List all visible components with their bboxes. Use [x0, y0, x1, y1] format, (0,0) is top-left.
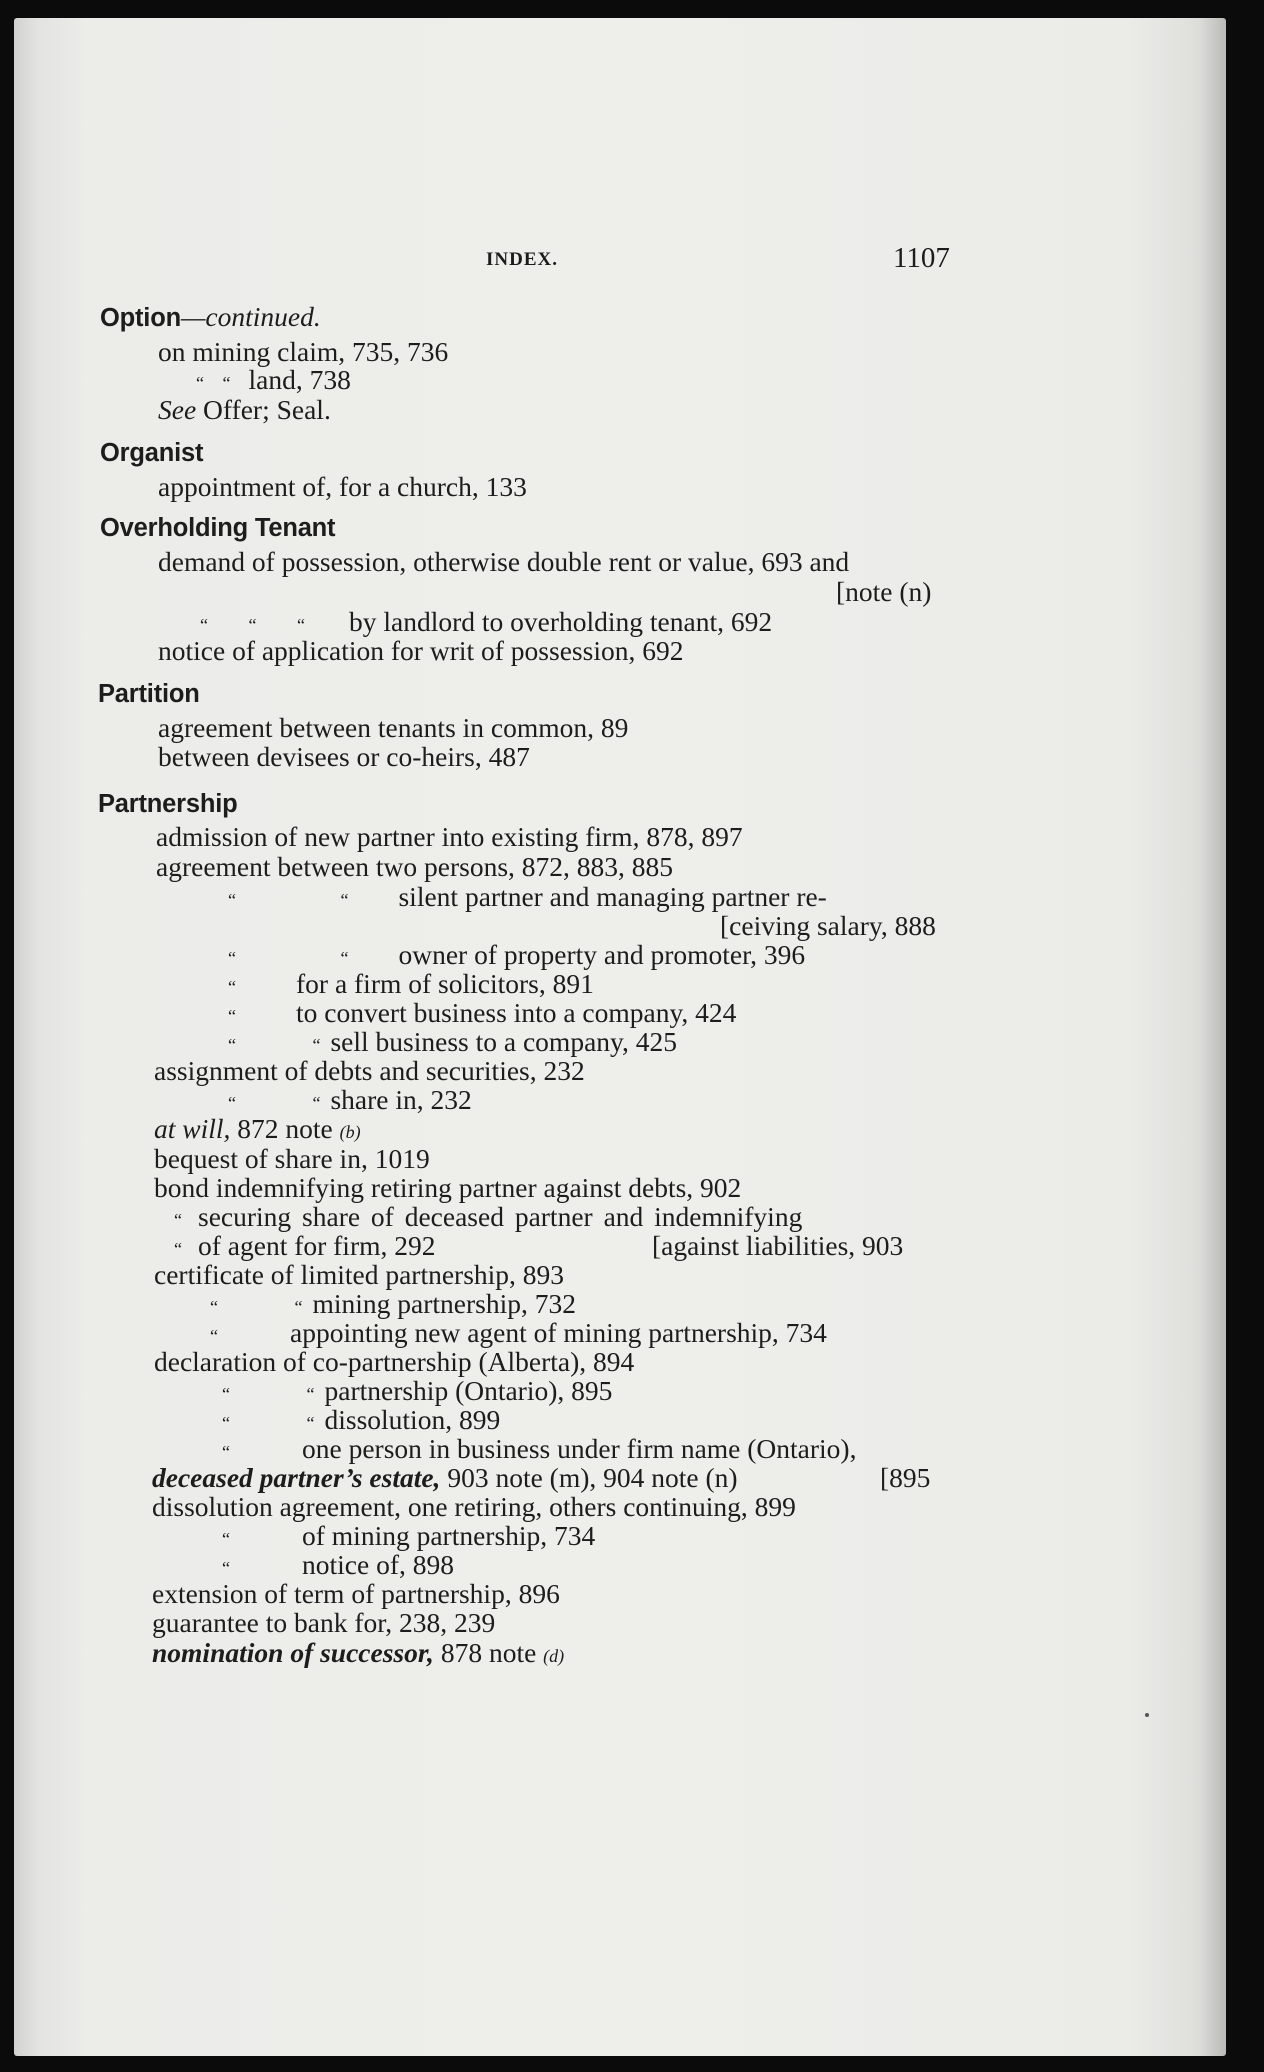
index-subentry: deceased partner’s estate, 903 note (m), 904 note (n)	[152, 1462, 738, 1493]
scan-speck	[1145, 1713, 1149, 1717]
index-subentry-continuation: [note (n)	[836, 576, 932, 607]
index-subentry: notice of application for writ of possession, 692	[158, 635, 684, 666]
index-subentry: “ “ share in, 232	[228, 1084, 472, 1115]
index-subentry: appointment of, for a church, 133	[158, 471, 527, 502]
index-subentry: certificate of limited partnership, 893	[154, 1259, 565, 1290]
index-subentry: “ securing share of deceased partner and indemnifying	[174, 1201, 803, 1232]
page-edge-shadow	[1200, 18, 1226, 2056]
index-subentry: extension of term of partnership, 896	[152, 1578, 560, 1609]
index-subentry-continuation: [ceiving salary, 888	[720, 910, 936, 941]
running-title: INDEX.	[486, 249, 558, 270]
index-subentry: demand of possession, otherwise double rent or value, 693 and	[158, 546, 850, 577]
index-subentry-continuation: [against liabilities, 903	[652, 1230, 904, 1261]
page-number: 1107	[893, 242, 950, 274]
index-heading: Overholding Tenant	[100, 514, 336, 542]
index-subentry: “ “ sell business to a company, 425	[228, 1026, 677, 1057]
index-subentry: dissolution agreement, one retiring, others continuing, 899	[152, 1491, 796, 1522]
index-subentry: admission of new partner into existing firm, 878, 897	[156, 821, 743, 852]
index-subentry: “ one person in business under firm name (Ontario),	[222, 1433, 857, 1464]
index-subentry: “ “ land, 738	[196, 364, 351, 395]
index-subentry: “ of agent for firm, 292	[174, 1230, 436, 1261]
index-subentry: “ for a firm of solicitors, 891	[228, 968, 594, 999]
index-subentry: “ of mining partnership, 734	[222, 1520, 596, 1551]
index-subentry: on mining claim, 735, 736	[158, 336, 449, 367]
index-subentry: “ “ owner of property and promoter, 396	[228, 939, 806, 970]
index-subentry: “ “ silent partner and managing partner re-	[228, 881, 827, 912]
index-heading: Partnership	[98, 790, 238, 818]
index-subentry: declaration of co-partnership (Alberta), 894	[154, 1346, 635, 1377]
index-heading: Organist	[100, 439, 204, 467]
index-subentry: agreement between tenants in common, 89	[158, 712, 629, 743]
index-subentry: at will, 872 note (b)	[154, 1113, 361, 1144]
index-subentry: bond indemnifying retiring partner against debts, 902	[154, 1172, 742, 1203]
page-header	[0, 242, 1264, 282]
index-subentry: “ “ mining partnership, 732	[210, 1288, 576, 1319]
index-subentry: “ notice of, 898	[222, 1549, 454, 1580]
index-subentry-continuation: [895	[880, 1462, 931, 1493]
index-subentry: assignment of debts and securities, 232	[154, 1055, 585, 1086]
index-heading: Option—continued.	[100, 301, 321, 332]
index-subentry: bequest of share in, 1019	[154, 1143, 430, 1174]
index-subentry: agreement between two persons, 872, 883, 885	[156, 851, 674, 882]
index-subentry: “ “ “ by landlord to overholding tenant, 692	[200, 606, 773, 637]
index-heading: Partition	[98, 680, 200, 708]
index-subentry: “ to convert business into a company, 424	[228, 997, 737, 1028]
index-subentry: nomination of successor, 878 note (d)	[152, 1637, 565, 1668]
index-subentry: guarantee to bank for, 238, 239	[152, 1607, 496, 1638]
index-subentry: “ “ partnership (Ontario), 895	[222, 1375, 613, 1406]
index-cross-reference: See Offer; Seal.	[158, 394, 331, 425]
index-subentry: “ appointing new agent of mining partnership, 734	[210, 1317, 827, 1348]
index-subentry: “ “ dissolution, 899	[222, 1404, 501, 1435]
index-subentry: between devisees or co-heirs, 487	[158, 741, 530, 772]
